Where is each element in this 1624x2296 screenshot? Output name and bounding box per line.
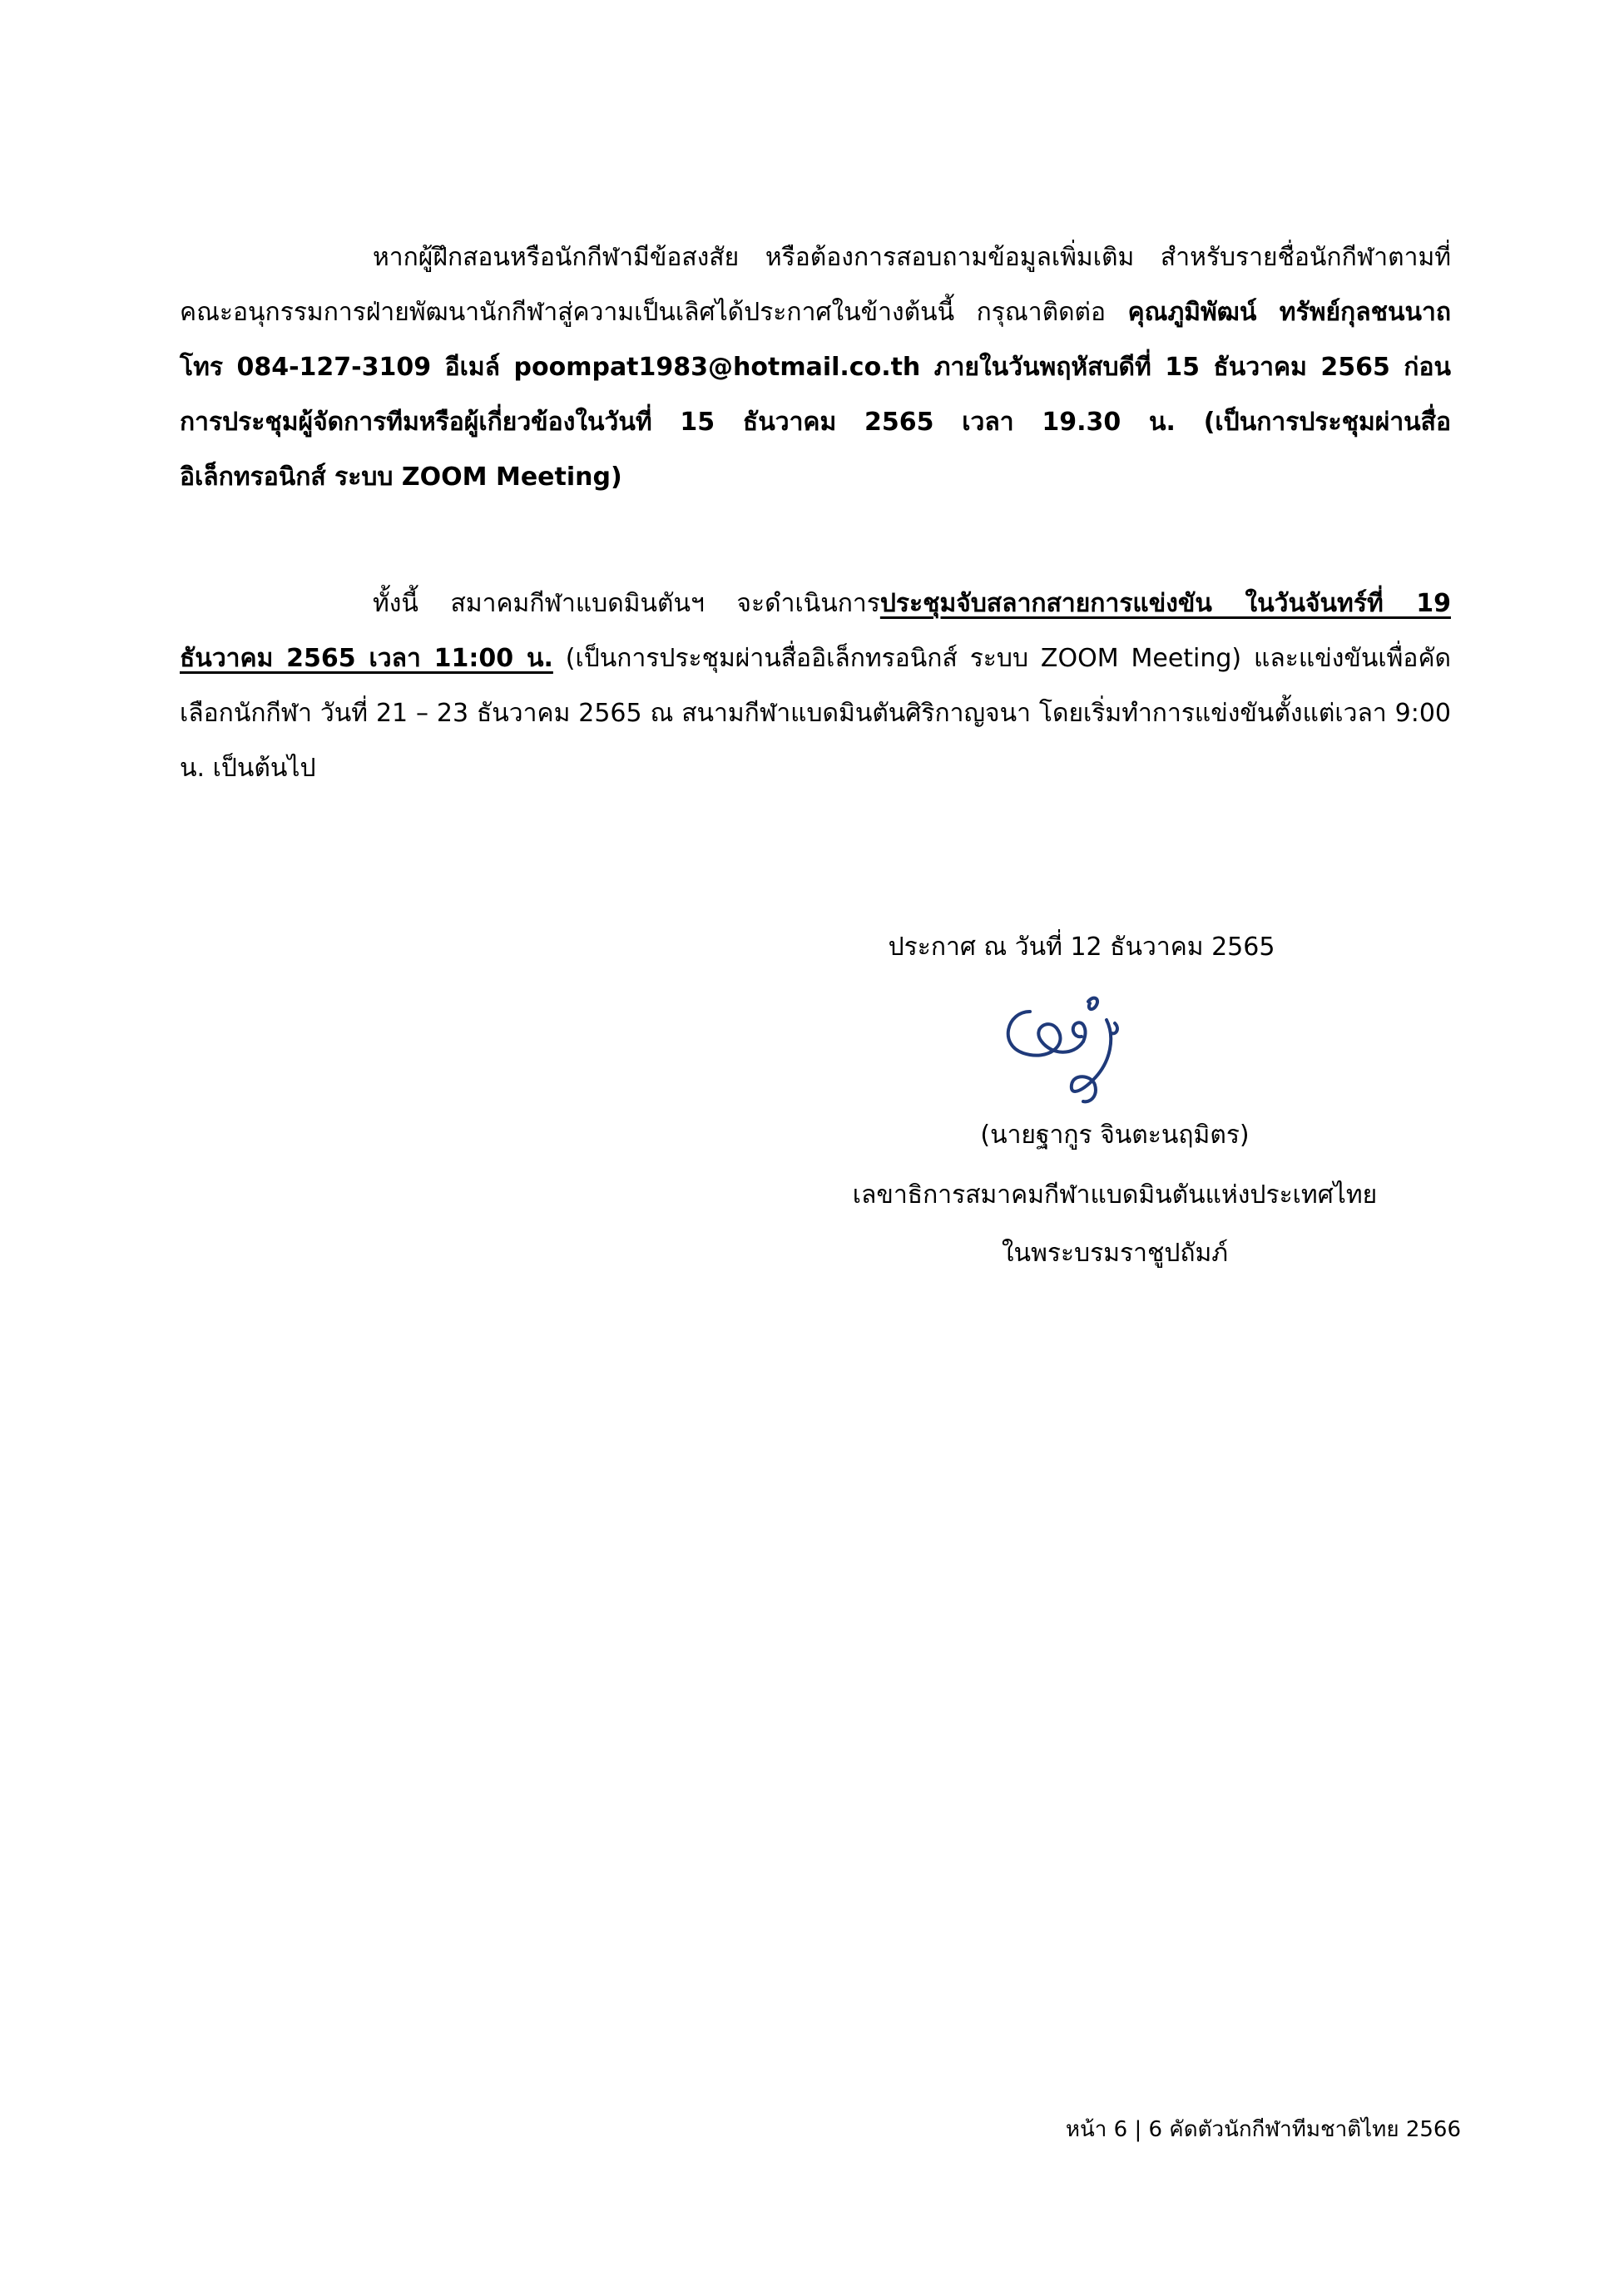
schedule-details: (เป็นการประชุมผ่านสื่ออิเล็กทรอนิกส์ ระบบ ZOOM Meeting) และแข่งขันเพื่อคัดเลือกนักกีฬา วันที่ 21 – 23 ธันวาคม 2565 ณ สนามกีฬาแบดมินตันศิริกาญจนา โดยเริ่มทำการแข่งขันตั้งแต่เวลา 9:00 น. เป็นต้นไป	[180, 644, 1451, 783]
contact-text: หากผู้ฝึกสอนหรือนักกีฬามีข้อสงสัย หรือต้องการสอบถามข้อมูลเพิ่มเติม สำหรับรายชื่อนักกีฬาตามที่คณะอนุกรรมการฝ่ายพัฒนานักกีฬาสู่ความเป็นเลิศได้ประกาศในข้างต้นนี้ กรุณาติดต่อ	[180, 243, 1451, 327]
signer-title: เลขาธิการสมาคมกีฬาแบดมินตันแห่งประเทศไทย	[852, 1180, 1378, 1210]
announcement-date: ประกาศ ณ วันที่ 12 ธันวาคม 2565	[888, 933, 1275, 962]
signer-name: (นายฐากูร จินตะนฤมิตร)	[980, 1121, 1250, 1150]
signature-icon	[990, 987, 1156, 1111]
contact-paragraph	[180, 230, 1451, 505]
schedule-paragraph	[180, 576, 1451, 796]
page-footer: หน้า 6 | 6 คัดตัวนักกีฬาทีมชาติไทย 2566	[1065, 2117, 1461, 2142]
contact-details: คุณภูมิพัฒน์ ทรัพย์กุลชนนาถ โทร 084-127-3109 อีเมล์ poompat1983@hotmail.co.th ภายในวันพฤหัสบดีที่ 15 ธันวาคม 2565 ก่อนการประชุมผู้จัดการทีมหรือผู้เกี่ยวข้องในวันที่ 15 ธันวาคม 2565 เวลา 19.30 น. (เป็นการประชุมผ่านสื่ออิเล็กทรอนิกส์ ระบบ ZOOM Meeting)	[180, 298, 1451, 492]
schedule-intro: ทั้งนี้ สมาคมกีฬาแบดมินตันฯ จะดำเนินการ	[373, 589, 880, 618]
draw-meeting-info: ประชุมจับสลากสายการแข่งขัน ในวันจันทร์ที่ 19 ธันวาคม 2565 เวลา 11:00 น.	[180, 589, 1451, 673]
signer-royal-patronage: ในพระบรมราชูปถัมภ์	[1001, 1239, 1229, 1268]
